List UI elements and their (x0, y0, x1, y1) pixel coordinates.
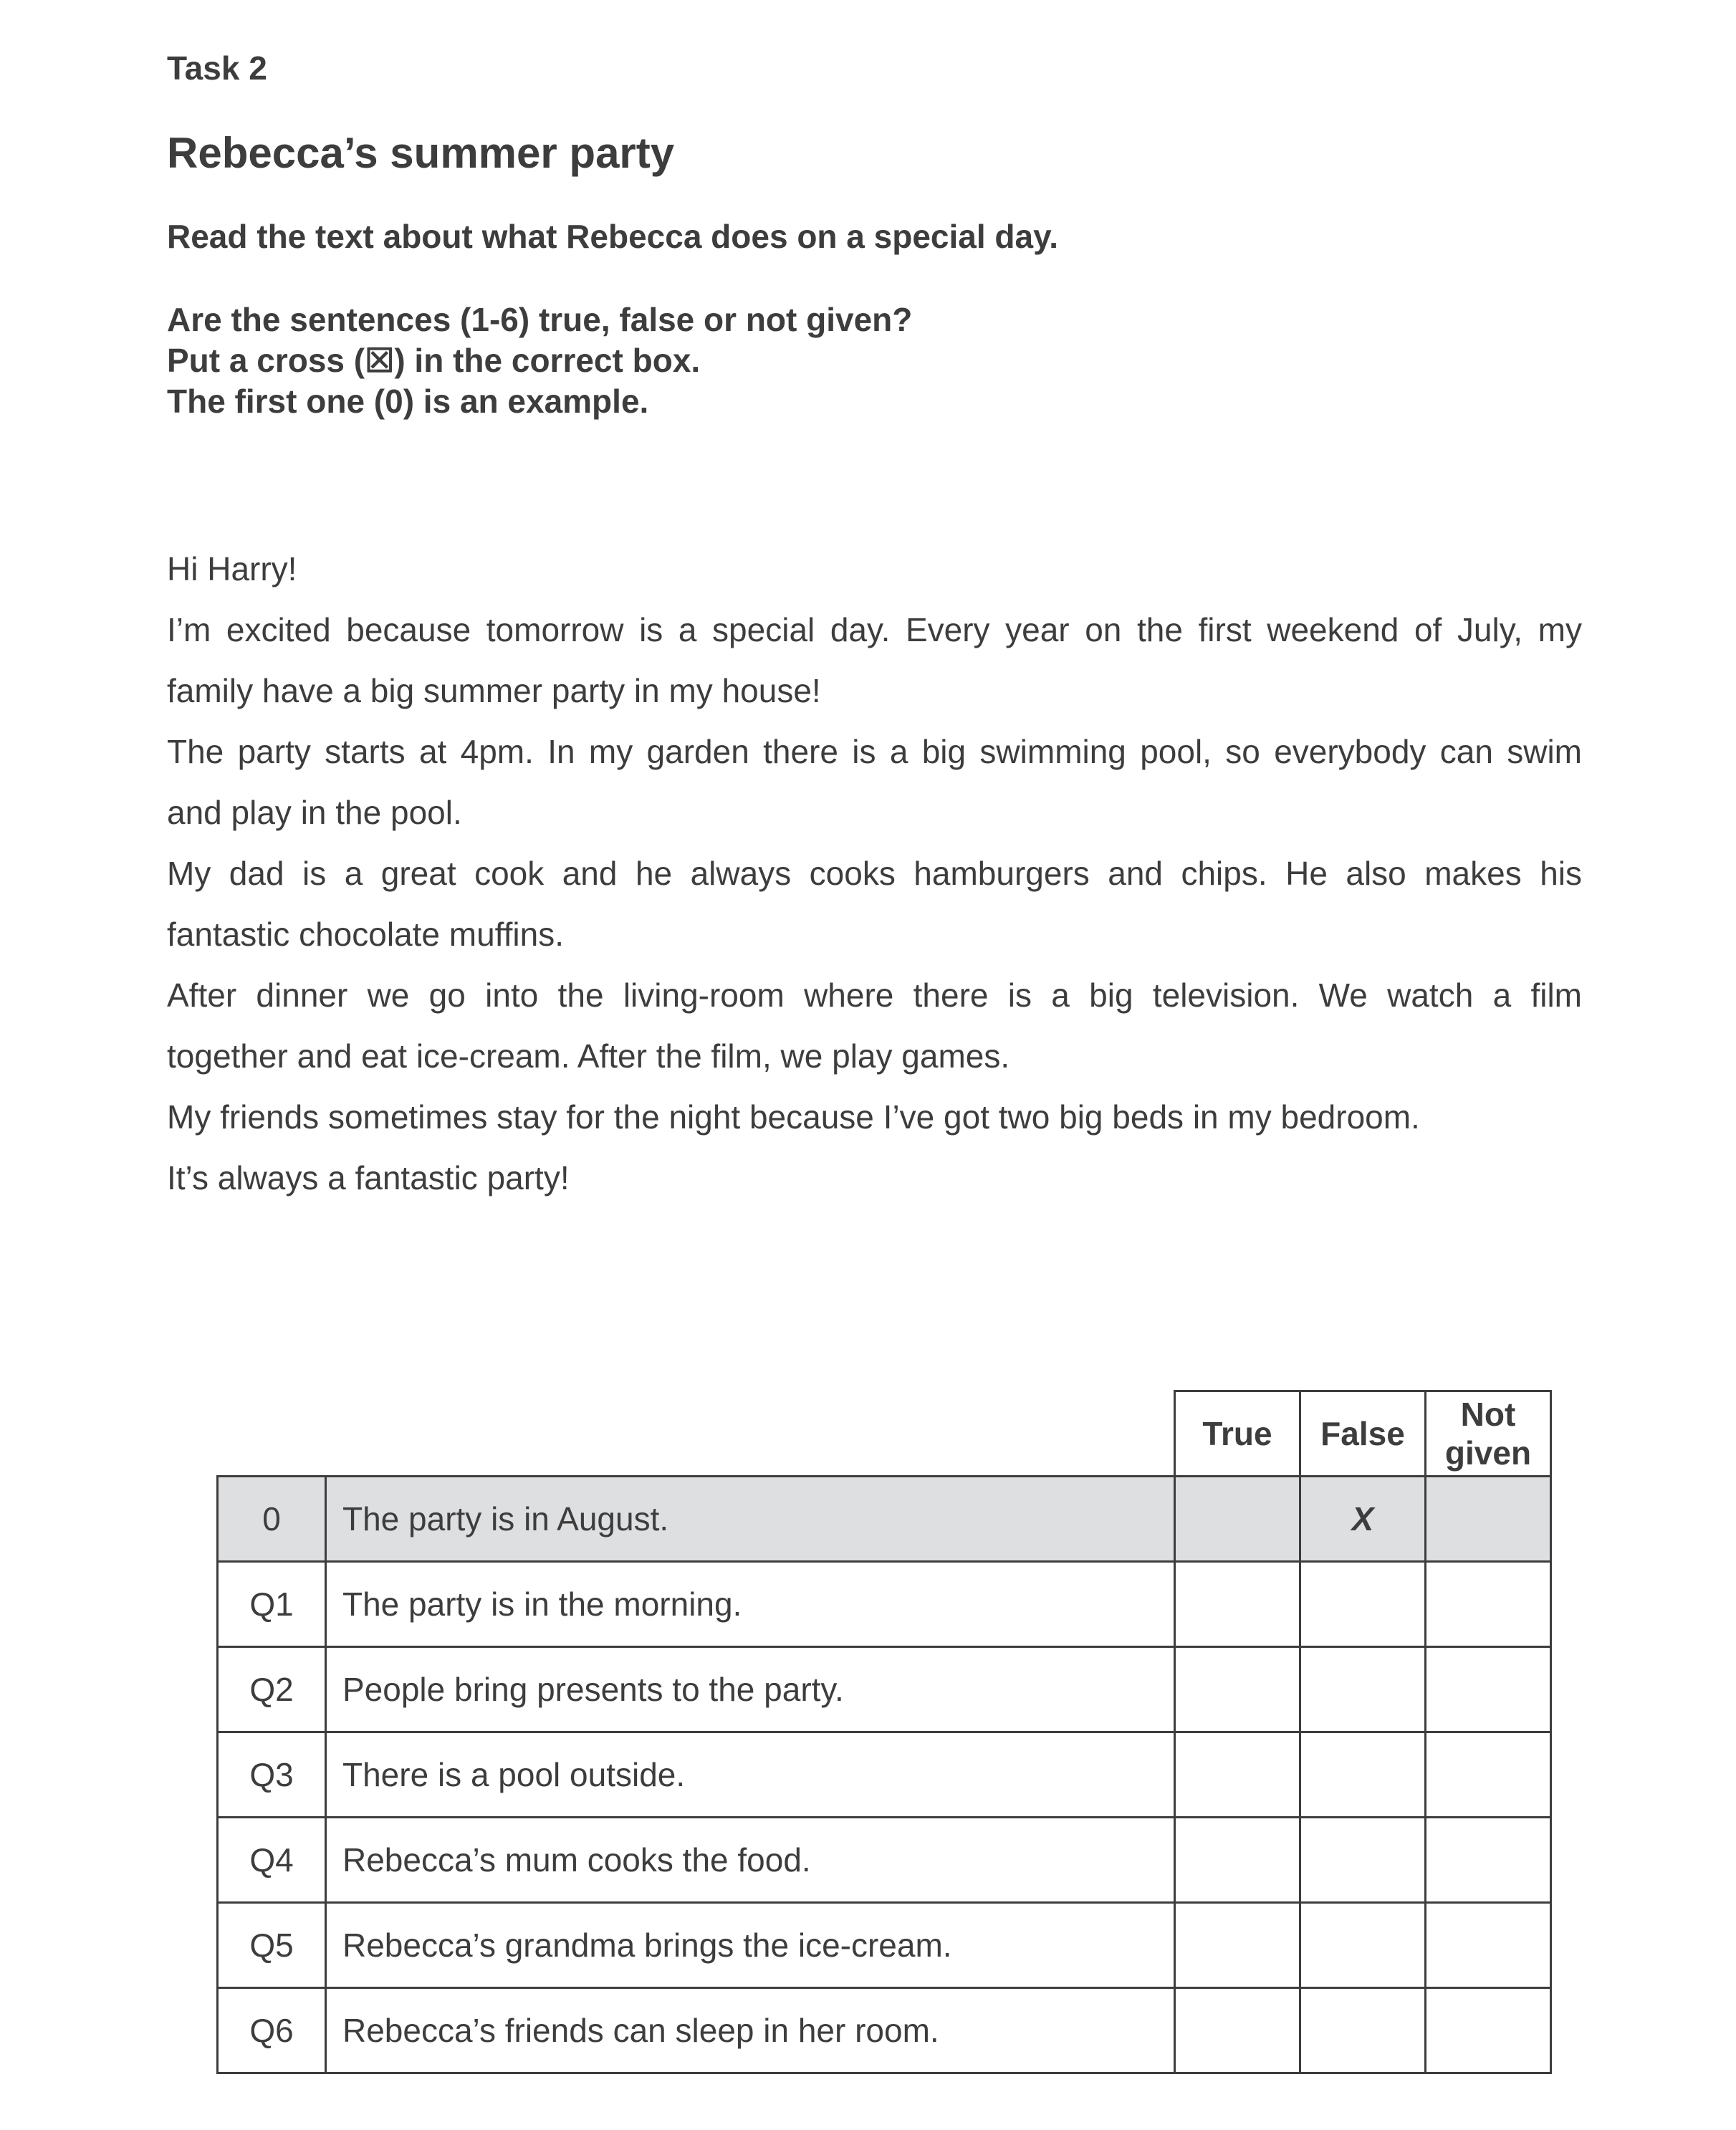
row-number: Q6 (218, 1988, 326, 2073)
answer-box-not-given[interactable] (1426, 1988, 1551, 2073)
letter-line: family have a big summer party in my house! (167, 672, 821, 709)
header-spacer (326, 1391, 1175, 1477)
table-row (218, 1562, 1551, 1647)
header-false: False (1300, 1391, 1426, 1477)
letter-line: Hi Harry! (167, 550, 297, 587)
row-statement: The party is in August. (326, 1477, 1175, 1562)
row-statement: There is a pool outside. (326, 1732, 1175, 1818)
answer-box-false[interactable] (1300, 1647, 1426, 1732)
header-spacer (218, 1391, 326, 1477)
answer-box-false[interactable] (1300, 1988, 1426, 2073)
header-not-given (1426, 1391, 1551, 1477)
table-row (218, 1818, 1551, 1903)
letter-line: together and eat ice-cream. After the film, we play games. (167, 1037, 1010, 1075)
answer-box-false[interactable] (1300, 1562, 1426, 1647)
letter-line: The party starts at 4pm. In my garden there is a big swimming pool, so everybody can swim (167, 733, 1582, 770)
answer-box-not-given[interactable] (1426, 1477, 1551, 1562)
answer-box-true[interactable] (1175, 1988, 1300, 2073)
table-row-example (218, 1477, 1551, 1562)
letter-line: After dinner we go into the living-room where there is a big television. We watch a film (167, 977, 1582, 1014)
row-statement: The party is in the morning. (326, 1562, 1175, 1647)
answer-box-not-given[interactable] (1426, 1732, 1551, 1818)
letter-line: My friends sometimes stay for the night because I’ve got two big beds in my bedroom. (167, 1098, 1420, 1136)
task-instructions (167, 299, 1586, 422)
answer-box-not-given[interactable] (1426, 1818, 1551, 1903)
answer-box-true[interactable] (1175, 1562, 1300, 1647)
reading-instruction (167, 216, 1586, 257)
row-number: Q1 (218, 1562, 326, 1647)
table-header-row (218, 1391, 1551, 1477)
answer-box-false[interactable] (1300, 1732, 1426, 1818)
answer-box-false[interactable] (1300, 1818, 1426, 1903)
letter-line: It’s always a fantastic party! (167, 1159, 570, 1196)
answer-box-false[interactable] (1300, 1903, 1426, 1988)
answer-box-true[interactable] (1175, 1647, 1300, 1732)
letter-text (167, 539, 1582, 1209)
row-number: Q5 (218, 1903, 326, 1988)
letter-line: I’m excited because tomorrow is a special day. Every year on the first weekend of July, my (167, 611, 1582, 648)
answer-box-not-given[interactable] (1426, 1903, 1551, 1988)
instruction-read: Read the text about what Rebecca does on a special day. (167, 218, 1059, 255)
row-statement: Rebecca’s friends can sleep in her room. (326, 1988, 1175, 2073)
row-number: Q3 (218, 1732, 326, 1818)
row-statement: People bring presents to the party. (326, 1647, 1175, 1732)
answer-table (216, 1390, 1552, 2074)
table-row (218, 1988, 1551, 2073)
row-number: 0 (218, 1477, 326, 1562)
instruction-line: The first one (0) is an example. (167, 383, 649, 420)
header-not-given-line: Not (1460, 1396, 1516, 1433)
row-statement: Rebecca’s grandma brings the ice-cream. (326, 1903, 1175, 1988)
answer-box-true[interactable] (1175, 1903, 1300, 1988)
task-label: Task 2 (167, 49, 267, 87)
table-row (218, 1903, 1551, 1988)
table-row (218, 1647, 1551, 1732)
header-not-given-line: given (1444, 1434, 1532, 1472)
answer-box-not-given[interactable] (1426, 1562, 1551, 1647)
header-true: True (1175, 1391, 1300, 1477)
answer-box-true[interactable] (1175, 1732, 1300, 1818)
answer-box-false[interactable]: X (1300, 1477, 1426, 1562)
row-number: Q4 (218, 1818, 326, 1903)
answer-box-not-given[interactable] (1426, 1647, 1551, 1732)
letter-line: My dad is a great cook and he always cooks hamburgers and chips. He also makes his (167, 855, 1582, 892)
letter-line: fantastic chocolate muffins. (167, 916, 564, 953)
answer-box-true[interactable] (1175, 1477, 1300, 1562)
table-row (218, 1732, 1551, 1818)
instruction-line: Put a cross (☒) in the correct box. (167, 342, 701, 379)
page-title: Rebecca’s summer party (167, 129, 675, 177)
row-number: Q2 (218, 1647, 326, 1732)
letter-line: and play in the pool. (167, 794, 462, 831)
answer-box-true[interactable] (1175, 1818, 1300, 1903)
instruction-line: Are the sentences (1-6) true, false or not given? (167, 301, 913, 338)
row-statement: Rebecca’s mum cooks the food. (326, 1818, 1175, 1903)
